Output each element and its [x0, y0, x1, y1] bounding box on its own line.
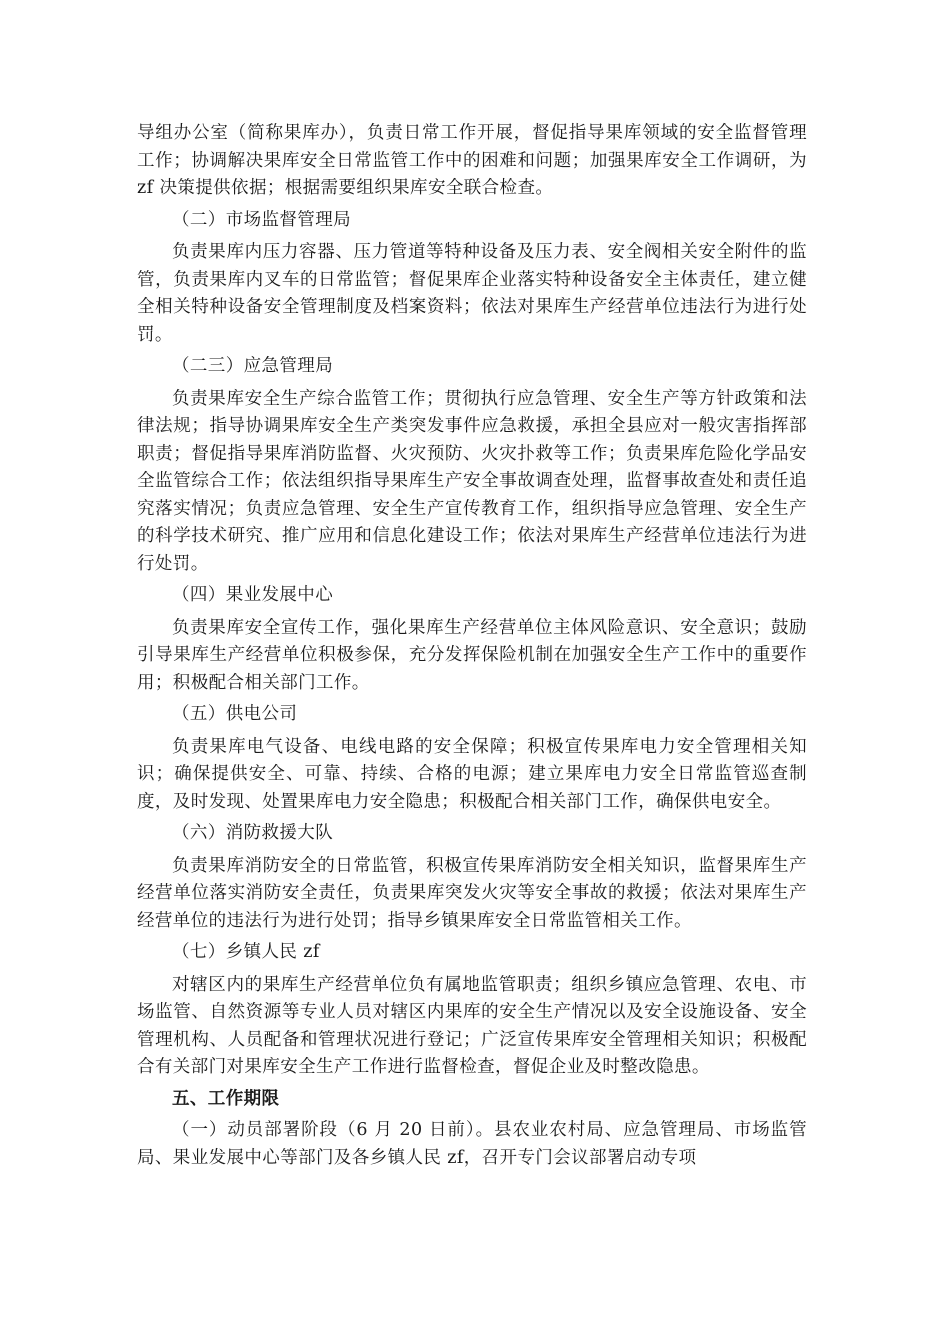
document-page [137, 120, 807, 1172]
section-title-township-government: （七）乡镇人民 zf [172, 942, 320, 962]
section-title-fire-rescue: （六）消防救援大队 [172, 823, 334, 843]
paragraph-power-supply: 负责果库电气设备、电线电路的安全保障；积极宣传果库电力安全管理相关知识；确保提供安全、可靠、持续、合格的电源；建立果库电力安全日常监管巡查制度，及时发现、处置果库电力安全隐患；积极配合相关部门工作，确保供电安全。 [137, 736, 807, 812]
paragraph-fruit-development: 负责果库安全宣传工作，强化果库生产经营单位主体风险意识、安全意识；鼓励引导果库生产经营单位积极参保，充分发挥保险机制在加强安全生产工作中的重要作用；积极配合相关部门工作。 [137, 617, 807, 693]
section-title-emergency-management: （二三）应急管理局 [172, 356, 334, 376]
heading-work-period: 五、工作期限 [172, 1088, 280, 1109]
paragraph-emergency-management: 负责果库安全生产综合监管工作；贯彻执行应急管理、安全生产等方针政策和法律法规；指导协调果库安全生产类突发事件应急救援，承担全县应对一般灾害指挥部职责；督促指导果库消防监督、火灾预防、火灾扑救等工作；负责果库危险化学品安全监管综合工作；依法组织指导果库生产安全事故调查处理，监督事故查处和责任追究落实情况；负责应急管理、安全生产宣传教育工作，组织指导应急管理、安全生产的科学技术研究、推广应用和信息化建设工作；依法对果库生产经营单位违法行为进行处罚。 [137, 388, 807, 574]
section-title-fruit-development: （四）果业发展中心 [172, 585, 334, 605]
paragraph-township-government: 对辖区内的果库生产经营单位负有属地监管职责；组织乡镇应急管理、农电、市场监管、自然资源等专业人员对辖区内果库的安全生产情况以及安全设施设备、安全管理机构、人员配备和管理状况进行登记；广泛宣传果库安全管理相关知识；积极配合有关部门对果库安全生产工作进行监督检查，督促企业及时整改隐患。 [137, 974, 807, 1077]
paragraph-mobilization-stage: （一）动员部署阶段（6 月 20 日前）。县农业农村局、应急管理局、市场监管局、果业发展中心等部门及各乡镇人民 zf，召开专门会议部署启动专项 [137, 1120, 807, 1168]
section-title-power-supply: （五）供电公司 [172, 704, 298, 724]
paragraph-market-supervision: 负责果库内压力容器、压力管道等特种设备及压力表、安全阀相关安全附件的监管，负责果库内叉车的日常监管；督促果库企业落实特种设备安全主体责任，建立健全相关特种设备安全管理制度及档案资料；依法对果库生产经营单位违法行为进行处罚。 [137, 242, 807, 345]
section-title-market-supervision: （二）市场监督管理局 [172, 209, 351, 230]
paragraph-fire-rescue: 负责果库消防安全的日常监管，积极宣传果库消防安全相关知识，监督果库生产经营单位落实消防安全责任，负责果库突发火灾等安全事故的救援；依法对果库生产经营单位的违法行为进行处罚；指导乡镇果库安全日常监管相关工作。 [137, 855, 807, 931]
paragraph-continuation: 导组办公室（简称果库办），负责日常工作开展，督促指导果库领域的安全监督管理工作；协调解决果库安全日常监管工作中的困难和问题；加强果库安全工作调研，为 zf 决策提供依据；根据需要组织果库安全联合检查。 [137, 123, 807, 198]
